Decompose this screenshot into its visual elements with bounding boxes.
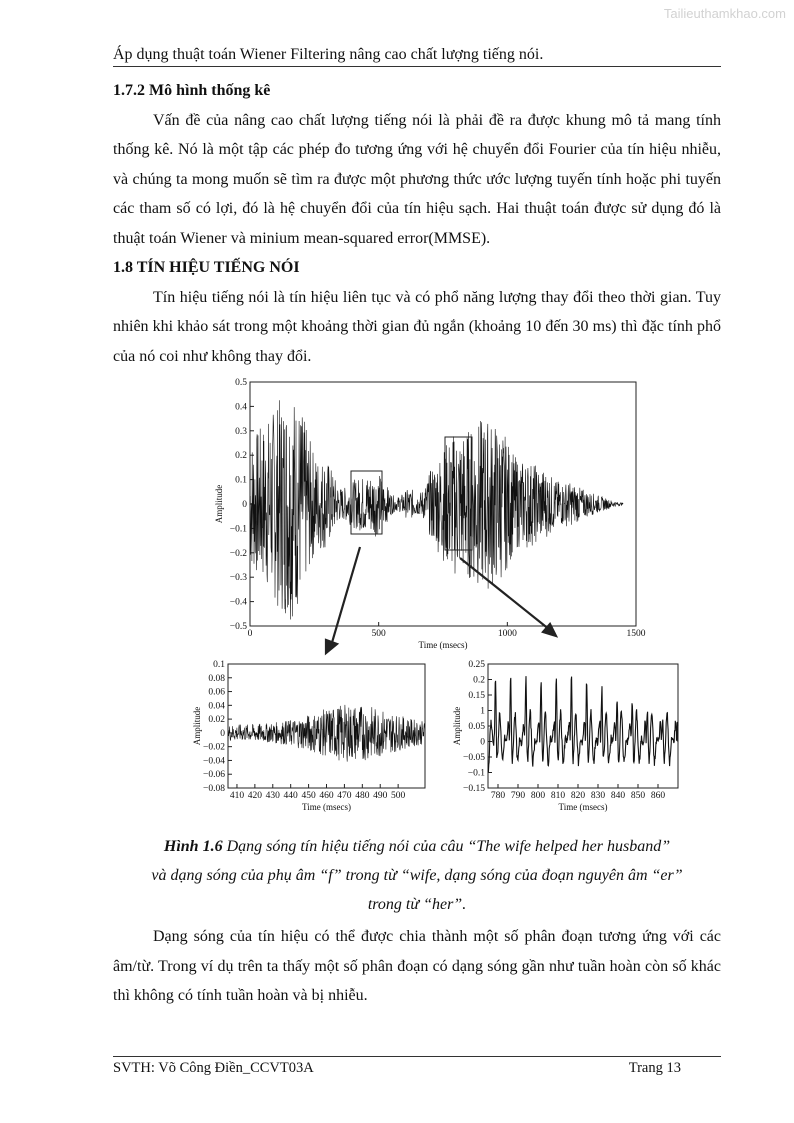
paragraph-speech-signal: Tín hiệu tiếng nói là tín hiệu liên tục và có phổ năng lượng thay đổi theo thời gian. Tuy nhiên khi khảo sát trong một khoảng thời gian đủ ngắn (khoảng 10 đến 30 ms) thì đặc tính phổ của nó coi như không thay đổi. [113, 288, 721, 365]
y-tick-label: 0.1 [235, 475, 247, 486]
zoom-arrows [326, 547, 556, 653]
y-tick-label: 0.04 [208, 701, 225, 712]
y-tick-label: −0.06 [203, 770, 225, 781]
y-tick-label: 0 [480, 737, 485, 748]
y-axis-label: Amplitude [452, 706, 462, 746]
y-tick-label: 0.4 [235, 402, 247, 413]
footer-page-number: Trang 13 [628, 1060, 681, 1076]
x-tick-label: 1000 [497, 629, 517, 639]
y-tick-label: −0.05 [463, 753, 485, 763]
paragraph-statistical-model: Vấn đề của nâng cao chất lượng tiếng nói là phải đề ra được khung mô tả mang tính thống kê. Nó là một tập các phép đo tương ứng với hệ chuyển đổi Fourier của tín hiệu nhiễu, và chúng ta mong muốn sẽ tìm ra được một phương thức ước lượng tuyến tính hoặc phi tuyến các tham số có lợi, đó là hệ chuyển đổi của tín hiệu sạch. Hai thuật toán được sử dụng đó là thuật toán Wiener và minium mean-squared error(MMSE). [113, 111, 721, 247]
footer-author: SVTH: Võ Công Điền_CCVT03A [113, 1060, 314, 1076]
y-tick-label: −0.1 [229, 524, 247, 535]
x-tick-label: 420 [247, 791, 262, 801]
y-tick-label: 0.2 [235, 451, 247, 462]
caption-text-1: Dạng sóng tín hiệu tiếng nói của câu “The wife helped her husband” [222, 838, 671, 855]
waveform-f-series [228, 705, 425, 762]
y-tick-label: −0.2 [229, 548, 247, 559]
waveform-vowel-er-plot [452, 660, 678, 812]
x-axis-label: Time (msecs) [558, 802, 608, 812]
y-tick-label: 0.5 [235, 378, 247, 388]
x-tick-label: 830 [590, 791, 606, 801]
arrow-to-f [331, 547, 360, 646]
y-tick-label: 0.08 [208, 673, 225, 684]
x-tick-label: 490 [373, 791, 388, 801]
x-tick-label: 460 [319, 791, 334, 801]
y-tick-label: −0.5 [229, 622, 247, 632]
page-footer [113, 1056, 721, 1077]
y-tick-label: −0.4 [229, 597, 247, 608]
section-heading-1-7-2: 1.7.2 Mô hình thống kê [113, 82, 271, 99]
x-tick-label: 500 [391, 791, 406, 801]
page-header: Áp dụng thuật toán Wiener Filtering nâng cao chất lượng tiếng nói. [113, 46, 721, 67]
y-tick-label: 0.3 [235, 426, 247, 437]
caption-line-3: trong từ “her”. [367, 896, 467, 913]
y-axis-label: Amplitude [192, 706, 202, 746]
y-tick-label: −0.1 [467, 768, 485, 779]
x-tick-label: 790 [510, 791, 526, 801]
content-bottom [113, 922, 721, 1011]
watermark: Tailieuthamkhao.com [663, 6, 786, 21]
x-tick-label: 480 [355, 791, 370, 801]
y-tick-label: 0.25 [468, 660, 485, 670]
caption-line-2: và dạng sóng của phụ âm “f” trong từ “wife, dạng sóng của đoạn nguyên âm “er” [151, 867, 683, 884]
waveform-er-series [488, 676, 678, 772]
x-tick-label: 780 [490, 791, 506, 801]
x-tick-label: 860 [650, 791, 666, 801]
plot-frame-b [488, 664, 678, 788]
waveform-main-series [250, 400, 623, 619]
x-tick-label: 1500 [626, 629, 646, 639]
x-tick-label: 850 [630, 791, 646, 801]
x-tick-label: 470 [337, 791, 352, 801]
caption-label: Hình 1.6 [163, 838, 223, 855]
x-tick-label: 840 [610, 791, 626, 801]
content [113, 76, 721, 371]
x-tick-label: 820 [570, 791, 586, 801]
x-tick-label: 450 [301, 791, 316, 801]
y-tick-label: −0.04 [203, 756, 225, 767]
caption-line-1 [113, 832, 721, 861]
y-tick-label: 0.2 [473, 675, 485, 686]
waveform-consonant-f-plot [192, 660, 425, 812]
y-tick-label: −0.08 [203, 784, 225, 794]
figure-caption [113, 832, 721, 919]
y-tick-label: 0.05 [468, 722, 485, 732]
section-heading-1-8: 1.8 TÍN HIỆU TIẾNG NÓI [113, 259, 300, 276]
y-tick-label: 1 [480, 706, 485, 717]
y-tick-label: 0.06 [208, 687, 225, 698]
x-axis-label: Time (msecs) [418, 640, 468, 650]
arrow-head-f [326, 640, 337, 653]
waveform-main-plot [214, 378, 646, 650]
y-tick-label: 0 [220, 728, 225, 739]
y-tick-label: −0.3 [229, 573, 247, 584]
x-tick-label: 430 [265, 791, 280, 801]
x-tick-label: 0 [247, 629, 253, 639]
y-tick-label: −0.02 [203, 742, 225, 753]
x-axis-label: Time (msecs) [302, 802, 351, 812]
x-tick-label: 810 [550, 791, 566, 801]
arrow-to-er [460, 558, 550, 630]
x-tick-label: 500 [371, 629, 386, 639]
y-tick-label: 0.15 [468, 691, 485, 701]
y-tick-label: 0.02 [208, 715, 225, 726]
paragraph-segments: Dạng sóng của tín hiệu có thể được chia thành một số phân đoạn tương ứng với các âm/từ. Trong ví dụ trên ta thấy một số phân đoạn có dạng sóng gần như tuần hoàn còn số khác thì không có tính tuần hoàn và bị nhiễu. [113, 928, 721, 1004]
y-tick-label: 0 [242, 500, 247, 510]
y-axis-label: Amplitude [214, 484, 224, 524]
y-tick-label: 0.1 [213, 660, 225, 670]
x-tick-label: 440 [283, 791, 298, 801]
x-tick-label: 410 [229, 791, 245, 801]
y-tick-label: −0.15 [463, 784, 485, 794]
x-tick-label: 800 [530, 791, 546, 801]
speech-waveform-figure [170, 374, 690, 829]
